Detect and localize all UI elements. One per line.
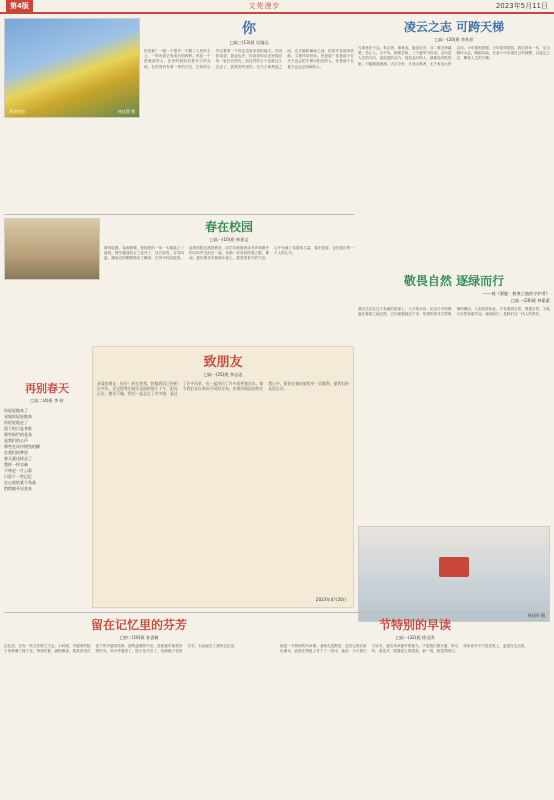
article-campus [104, 218, 354, 338]
photo-credit: 林丽华 摄 [527, 613, 545, 618]
poem-line: 那些在风中摇曳的柳 [4, 444, 40, 449]
poem-line: 不带走一片云彩 [4, 468, 32, 473]
article-byline: □初二(16)班 张喜颖 [119, 635, 159, 640]
letter-friend [92, 346, 354, 608]
article-body: 记忆里，总有一些芬芳挥之不去。小时候，外婆家的院子里种满了栀子花，每到初夏，满院飘香。我常常坐在花下听外婆讲故事，那些温暖的午后，是我童年最美好的时光。如今外婆老了，院子也不在了，但那栀子花的芬芳，永远留在了我的记忆里。 [4, 644, 238, 654]
page-number: 第4版 [6, 0, 33, 12]
letter-date: 2023年4月20日 [315, 597, 347, 602]
article-byline: □高一(10)班 林嘉文 [209, 237, 249, 242]
poem-line: 采如你轻轻地来 [4, 414, 32, 419]
article-body: 你是谁？一眼一个很多一个鹅了人民的主义，一样有着它有成长的种种。你是一个很暖某的人，在你的面前有着多少的光明，在你背后有着一样的天空，在你的心中闪着着一个你还没有来到的地方。你说你希望，我说也许，你说你的目光里面总有一束长长的光，而这样的日子也就这么过去了。我常常听见你，在白天和黑夜之间，在长廊和操场之间，你的声音被风吹散，又被风带回来。你是谁？你是那个在冬天也会把手伸向阳光的人，你是那个在夏天也会记得雨的人。 [144, 49, 354, 69]
article-body: 微风轻拂，春雨霏霏，校园里的一草一木都换上了新装。教学楼前的玉兰花开了，洁白如雪，芬芳四溢；操场边的柳树抽出了嫩芽，在风中轻轻摇曳。清晨的阳光洒进教室，同学们琅琅的读书声和窗外的鸟鸣声交织在一起，仿佛一首美妙的春之歌。课间，我们漫步在林荫小道上，感受着春天的气息，心中充满了希望和力量。春在校园，也在我们每一个人的心中。 [104, 246, 354, 261]
page-header [0, 0, 554, 14]
article-byline: □高一(20)班 李兆祥 [434, 37, 474, 42]
article-byline: □高一(25)班 李志忠 [203, 372, 243, 377]
article-clouds [358, 18, 550, 268]
issue-date: 2023年5月11日 [495, 2, 548, 10]
article-title: 凌云之志 可跨天梯 [403, 20, 505, 34]
lake-photo [358, 526, 550, 622]
photo-caption: 黄花绽放 [9, 109, 25, 114]
poem-lines [4, 408, 90, 492]
article-title: 再别春天 [25, 382, 69, 395]
poem-line: 悄悄地开出花来 [4, 486, 32, 491]
article-title: 敬畏自然 逐绿而行 [403, 274, 505, 288]
article-body: 凡事皆在于志。有志者，事竟成，破釜沉舟，百二秦关终属楚；苦心人，天不负，卧薪尝胆，三千越甲可吞吴。志向是人生的方向，是前进的动力。没有志向的人，就像没有舵的船，只能随波逐流。古往今来，凡成大事者，无不有远大的志向。少年强则国强，少年智则国智。我们青年一代，应当胸怀大志，脚踏实地，在奋斗中实现自己的理想，以凌云之志，攀登人生的天梯。 [358, 46, 550, 66]
poem-line: 你轻轻地走了 [4, 420, 28, 425]
article-title: 春在校园 [204, 220, 253, 234]
poem-line: 在心底的某个角落 [4, 480, 36, 485]
article-body: 亲爱的朋友：你好！时光荏苒，转眼我们已经相识多年。还记得我们初次见面的那个下午，阳光正好，微风不燥。我们一起走过了许多路，看过了许多风景，也一起经历了许多欢笑和泪水。如今我们各自奔向不同的方向，但那份情谊始终在我心中。愿你在新的旅程中一切顺利，愿我们的友谊长存。 [97, 381, 349, 397]
poem-line: 留下的只是身影 [4, 426, 32, 431]
poem-line: 春天就这样走了 [4, 456, 32, 461]
poem-spring [4, 380, 90, 608]
flower-photo [4, 18, 140, 118]
article-byline: □高一(26)班 林素素 [510, 298, 550, 303]
poem-line: 在我们的梦里 [4, 450, 28, 455]
poem-line: 你轻轻地来了 [4, 408, 28, 413]
article-ni [144, 18, 354, 208]
flower-photo-small [4, 218, 100, 280]
article-respect [358, 272, 550, 522]
article-title: 致朋友 [203, 355, 243, 370]
section-name: 文苑漫步 [248, 2, 281, 10]
article-title: 节特别的早读 [378, 618, 451, 632]
article-morning [280, 616, 550, 798]
poem-line: 我挥一挥衣袖 [4, 462, 28, 467]
article-subtitle: ——观《驯鹿：极寒之地的守护者》 [482, 291, 550, 296]
article-body: 我们生活在这个美丽的星球上，与万物共存。纪录片中的驯鹿在极寒之地迁徙，它们顽强地活下来，依靠的是对自然规律的顺应。人类同样如此，只有敬畏自然、尊重自然，才能与自然和谐共处。逐绿而行，是我们这一代人的责任。 [358, 307, 550, 317]
article-title: 留在记忆里的芬芳 [90, 618, 187, 632]
photo-credit: 林佳慧 摄 [117, 109, 135, 114]
article-byline: □高一(32)班 徐灵涛 [395, 635, 435, 640]
article-body: 那是一节特别的早读课。老师走进教室，没有让我们拿出课本，而是在黑板上写下了一首诗。她说：今天我们不读书，我们来读窗外的春天。于是我们推开窗，听鸟鸣，看花开，闻着泥土的清香。那一刻，我忽然明白，原来读书不只是在纸上，更是在生活里。 [280, 644, 528, 654]
article-fenfang [4, 616, 274, 798]
article-title: 你 [242, 21, 256, 37]
poem-line: 只留下一些记忆 [4, 474, 32, 479]
poem-line: 那些灿烂的花朵 [4, 432, 32, 437]
poem-line: 是我们的心声 [4, 438, 28, 443]
article-byline: □高三(13)班 吴镇远 [229, 40, 269, 45]
article-byline: □高二(4)班 李 杉 [30, 398, 64, 403]
